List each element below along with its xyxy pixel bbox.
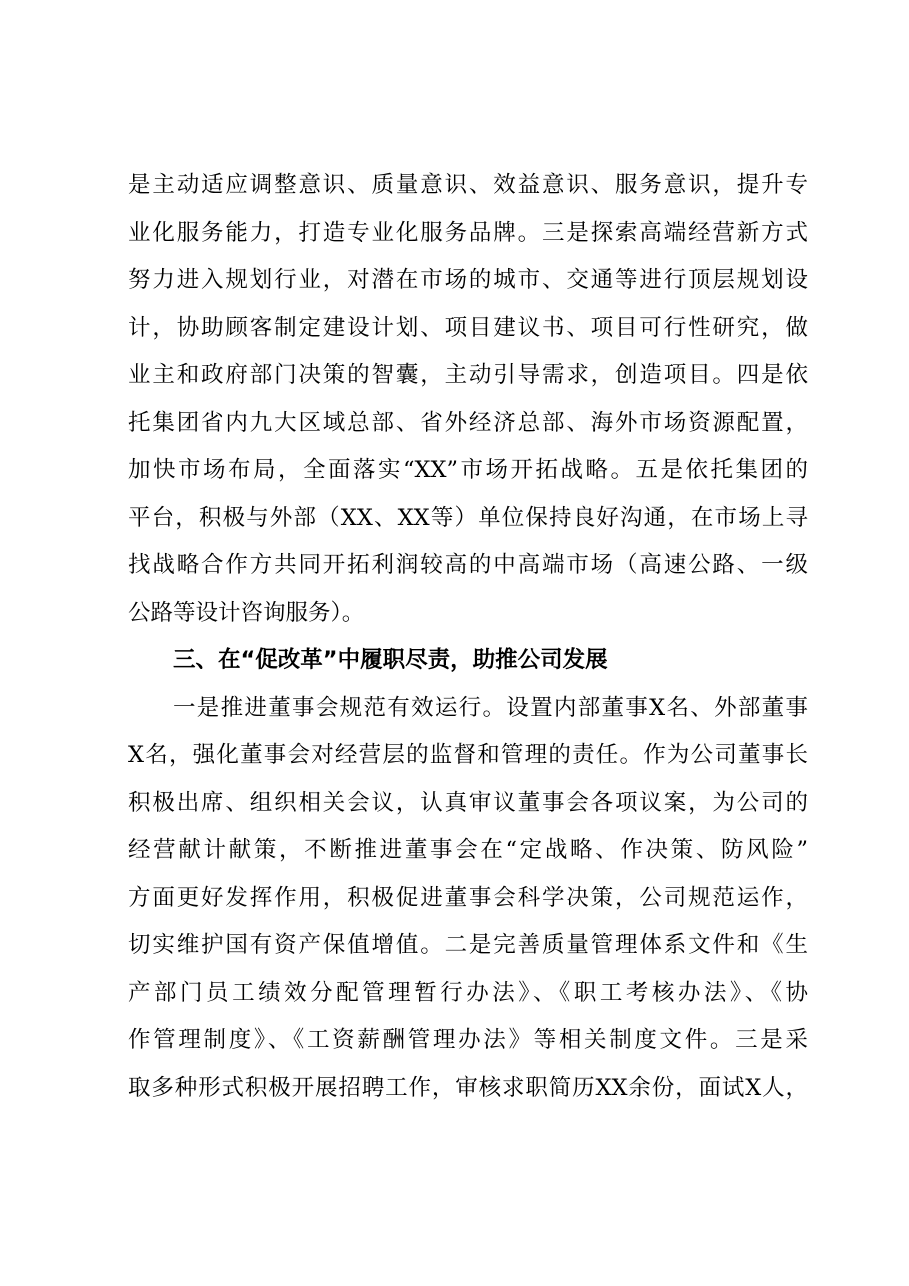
text-line: 产部门员工绩效分配管理暂行办法》、《职工考核办法》、《协 — [128, 979, 808, 1006]
text-line: 努力进入规划行业，对潜在市场的城市、交通等进行顶层规划设 — [128, 267, 808, 293]
text-line: 托集团省内九大区域总部、省外经济总部、海外市场资源配置， — [128, 409, 808, 436]
text-line: 积极出席、组织相关会议，认真审议董事会各项议案，为公司的 — [128, 789, 808, 816]
text-line: 取多种形式积极开展招聘工作，审核求职简历XX余份，面试X人， — [128, 1074, 808, 1101]
text-line: 切实维护国有资产保值增值。二是完善质量管理体系文件和《生 — [128, 932, 808, 958]
document-body — [128, 162, 808, 1112]
text-line: 加快市场布局，全面落实“XX”市场开拓战略。五是依托集团的 — [128, 457, 808, 483]
text-line: 一是推进董事会规范有效运行。设置内部董事X名、外部董事 — [173, 694, 808, 721]
text-line: 业主和政府部门决策的智囊，主动引导需求，创造项目。四是依 — [128, 362, 808, 388]
paragraph-continued — [128, 162, 808, 637]
text-line: 找战略合作方共同开拓利润较高的中高端市场（高速公路、一级 — [128, 552, 808, 578]
text-line: X名，强化董事会对经营层的监督和管理的责任。作为公司董事长 — [128, 742, 808, 768]
paragraph — [128, 685, 808, 1113]
text-line: 经营献计献策，不断推进董事会在“定战略、作决策、防风险” — [128, 837, 808, 863]
section-heading: 三、在“促改革”中履职尽责，助推公司发展 — [173, 647, 608, 673]
text-line: 公路等设计咨询服务）。 — [128, 599, 365, 626]
text-line: 计，协助顾客制定建设计划、项目建议书、项目可行性研究，做 — [128, 314, 808, 341]
text-line: 业化服务能力，打造专业化服务品牌。三是探索高端经营新方式 — [128, 219, 808, 246]
text-line: 作管理制度》、《工资薪酬管理办法》等相关制度文件。三是采 — [128, 1027, 808, 1053]
text-line: 是主动适应调整意识、质量意识、效益意识、服务意识，提升专 — [128, 172, 808, 198]
text-line: 方面更好发挥作用，积极促进董事会科学决策，公司规范运作， — [128, 884, 808, 911]
text-line: 平台，积极与外部（XX、XX等）单位保持良好沟通，在市场上寻 — [128, 504, 808, 531]
